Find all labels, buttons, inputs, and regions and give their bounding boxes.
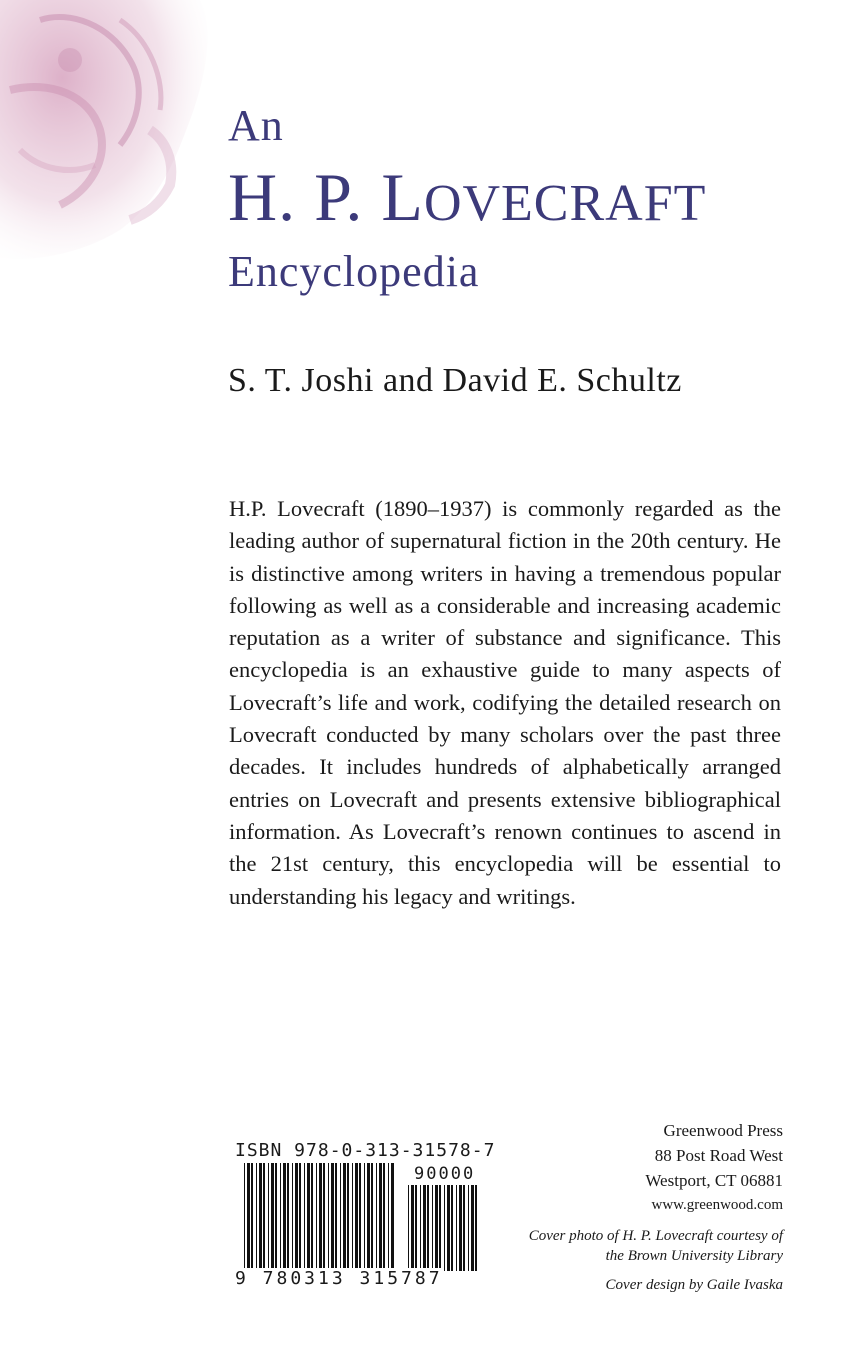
barcode-bar — [287, 1163, 289, 1271]
barcode-bar — [444, 1185, 445, 1271]
barcode-bar — [364, 1163, 365, 1271]
barcode-bar — [475, 1185, 477, 1271]
barcode-bar — [263, 1163, 265, 1271]
barcode-bar — [391, 1163, 394, 1271]
design-credit: Cover design by Gaile Ivaska — [605, 1277, 783, 1293]
barcode-bar — [371, 1163, 373, 1271]
barcode-bar — [331, 1163, 334, 1271]
photo-credit-line2: the Brown University Library — [605, 1248, 783, 1264]
barcode-bar — [271, 1163, 274, 1271]
publisher-block — [645, 1118, 783, 1218]
isbn-label: ISBN 978-0-313-31578-7 — [235, 1140, 496, 1161]
photo-credit-line1: Cover photo of H. P. Lovecraft courtesy of — [528, 1228, 783, 1244]
barcode-bar — [359, 1163, 361, 1271]
authors-line: S. T. Joshi and David E. Schultz — [228, 362, 682, 399]
barcode-bar — [383, 1163, 385, 1271]
ean-barcode — [244, 1163, 396, 1271]
barcode-bar — [456, 1185, 457, 1271]
barcode-bar — [388, 1163, 389, 1271]
barcode-bar — [415, 1185, 417, 1271]
barcode-bar — [463, 1185, 465, 1271]
barcode-bar — [468, 1185, 469, 1271]
lovecraft-portrait-fragment — [0, 0, 230, 270]
barcode-bar — [307, 1163, 310, 1271]
barcode-bar — [335, 1163, 337, 1271]
barcode-bar — [447, 1185, 450, 1271]
barcode-bar — [256, 1163, 257, 1271]
barcode-bar — [316, 1163, 317, 1271]
barcode-bar — [319, 1163, 322, 1271]
back-cover-blurb: H.P. Lovecraft (1890–1937) is commonly regarded as the leading author of supernatural fiction in the 20th century. He is distinctive among writers in having a tremendous popular following as well as a considerable and increasing academic reputation as a writer of substance and significance. This encyclopedia is an exhaustive guide to many aspects of Lovecraft’s life and work, codifying the detailed research on Lovecraft conducted by many scholars over the past three decades. It includes hundreds of alphabetically arranged entries on Lovecraft and presents extensive bibliographical information. As Lovecraft’s renown continues to ascend in the 21st century, this encyclopedia will be essential to understanding his legacy and writings. — [229, 496, 781, 909]
barcode-bar — [411, 1185, 414, 1271]
title-initials: H. P. L — [228, 159, 424, 235]
barcode-bar — [367, 1163, 370, 1271]
barcode-bar — [259, 1163, 262, 1271]
barcode-bar — [459, 1185, 462, 1271]
barcode-bar — [451, 1185, 453, 1271]
barcode-bar — [304, 1163, 305, 1271]
addon-barcode — [408, 1185, 482, 1271]
publisher-name: Greenwood Press — [663, 1121, 783, 1140]
barcode-bar — [323, 1163, 325, 1271]
barcode-bar — [471, 1185, 474, 1271]
barcode-bar — [340, 1163, 341, 1271]
barcode-bar — [268, 1163, 269, 1271]
barcode-bar — [311, 1163, 313, 1271]
barcode-bar — [275, 1163, 277, 1271]
title-line-encyclopedia: Encyclopedia — [228, 247, 480, 296]
barcode-bar — [420, 1185, 421, 1271]
publisher-website: www.greenwood.com — [651, 1197, 783, 1213]
barcode-bar — [299, 1163, 301, 1271]
barcode-bar — [352, 1163, 353, 1271]
barcode-bar — [347, 1163, 349, 1271]
title-surname-smallcaps: OVECRAFT — [423, 175, 707, 232]
barcode-bar — [427, 1185, 429, 1271]
publisher-address-street: 88 Post Road West — [654, 1146, 783, 1165]
barcode-bar — [247, 1163, 250, 1271]
barcode-bar — [439, 1185, 441, 1271]
barcode-bar — [343, 1163, 346, 1271]
barcode-bar — [435, 1185, 438, 1271]
barcode-bar — [280, 1163, 281, 1271]
title-line-an: An — [228, 101, 284, 150]
barcode-bar — [295, 1163, 298, 1271]
barcode-bar — [292, 1163, 293, 1271]
barcode-bar — [244, 1163, 245, 1271]
price-addon-digits: 90000 — [414, 1164, 476, 1184]
title-author-name — [228, 158, 706, 243]
barcode-bar — [376, 1163, 377, 1271]
photo-credit — [529, 1226, 783, 1266]
barcode-bar — [283, 1163, 286, 1271]
barcode-bar — [251, 1163, 253, 1271]
barcode-bar — [423, 1185, 426, 1271]
barcode-bar — [328, 1163, 329, 1271]
publisher-address-city: Westport, CT 06881 — [645, 1171, 783, 1190]
barcode-bar — [355, 1163, 358, 1271]
barcode-bar — [408, 1185, 409, 1271]
ean-digits: 9 780313 315787 — [235, 1268, 443, 1289]
barcode-bar — [379, 1163, 382, 1271]
barcode-bar — [432, 1185, 433, 1271]
